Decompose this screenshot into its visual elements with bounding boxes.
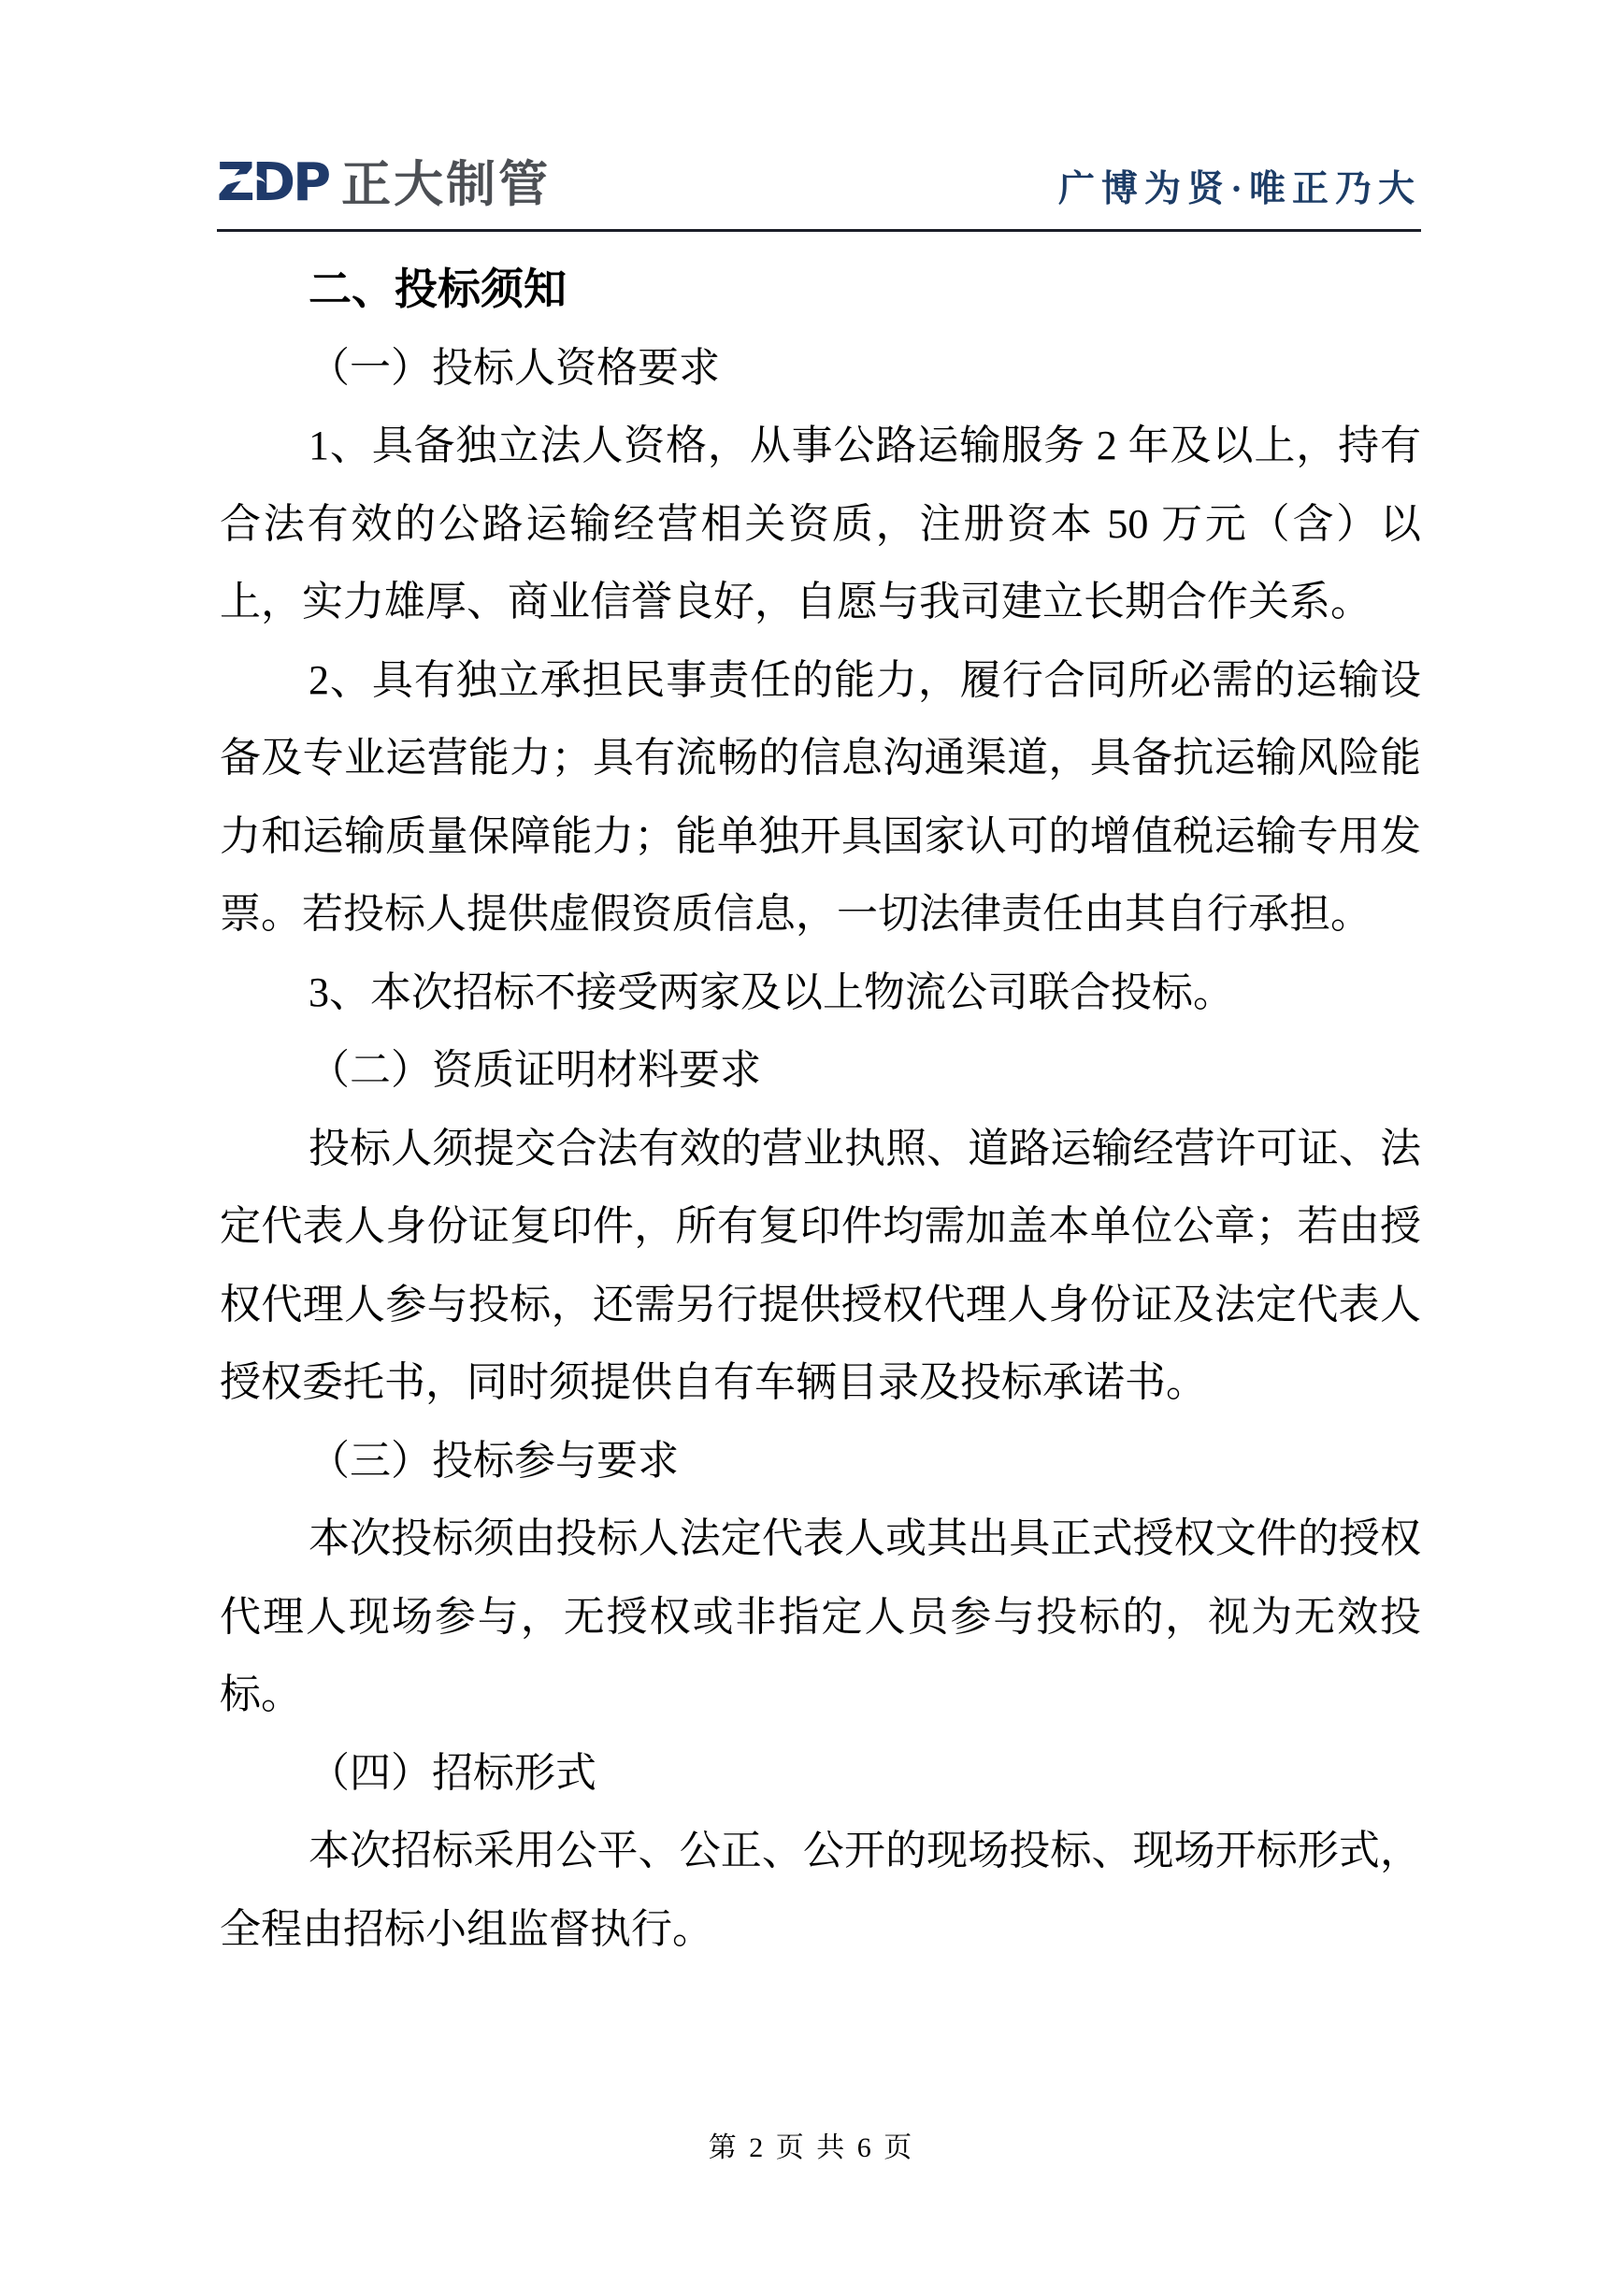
- company-slogan: 广博为贤·唯正乃大: [1057, 169, 1421, 209]
- section-subheading: （二）资质证明材料要求: [309, 1047, 761, 1093]
- body-paragraph: 2、具有独立承担民事责任的能力，履行合同所必需的运输设备及专业运营能力；具有流畅的信息沟通渠道，具备抗运输风险能力和运输质量保障能力；能单独开具国家认可的增值税运输专用发票。若投标人提供虚假资质信息，一切法律责任由其自行承担。: [220, 656, 1421, 937]
- body-paragraph: 1、具备独立法人资格，从事公路运输服务 2 年及以上，持有合法有效的公路运输经营相关资质，注册资本 50 万元（含）以上，实力雄厚、商业信誉良好，自愿与我司建立长期合作关系。: [220, 423, 1421, 624]
- section-heading: 二、投标须知: [309, 265, 567, 313]
- body-paragraph: 投标人须提交合法有效的营业执照、道路运输经营许可证、法定代表人身份证复印件，所有复印件均需加盖本单位公章；若由授权代理人参与投标，还需另行提供授权代理人身份证及法定代表人授权委托书，同时须提供自有车辆目录及投标承诺书。: [220, 1125, 1421, 1405]
- page-header: [217, 138, 1421, 232]
- section-subheading: （三）投标参与要求: [309, 1437, 679, 1484]
- page-number: 第 2 页 共 6 页: [708, 2132, 915, 2163]
- company-logo: [217, 152, 552, 213]
- zdp-logo-icon: ZDP: [217, 152, 329, 213]
- body-paragraph: 本次投标须由投标人法定代表人或其出具正式授权文件的授权代理人现场参与，无授权或非指定人员参与投标的，视为无效投标。: [220, 1515, 1421, 1717]
- company-name: 正大制管: [341, 157, 552, 212]
- document-body: [220, 251, 1421, 1968]
- body-paragraph: 3、本次招标不接受两家及以上物流公司联合投标。: [309, 969, 1234, 1015]
- body-paragraph: 本次招标采用公平、公正、公开的现场投标、现场开标形式，全程由招标小组监督执行。: [220, 1828, 1421, 1952]
- section-subheading: （一）投标人资格要求: [309, 344, 720, 391]
- section-subheading: （四）招标形式: [309, 1749, 596, 1796]
